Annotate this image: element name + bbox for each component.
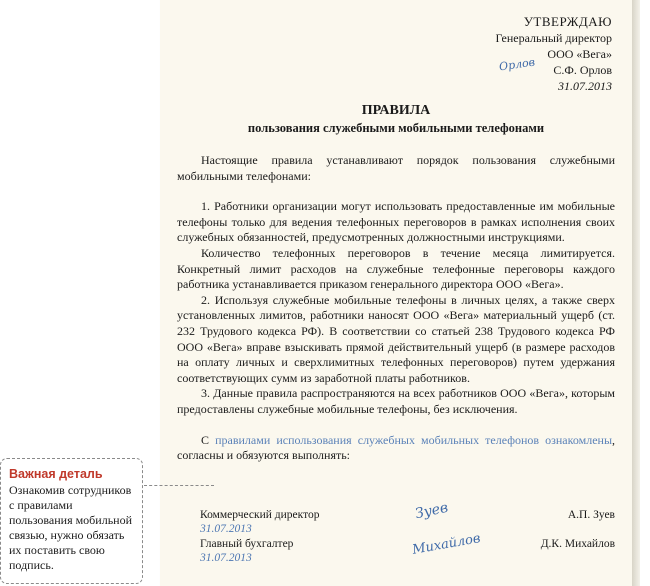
signer-role: Главный бухгалтер bbox=[200, 538, 294, 550]
callout-note bbox=[0, 458, 143, 584]
ack-prefix: С bbox=[201, 432, 210, 447]
rule-item-1: 1. Работники организации могут использовать предоставленные им мобильные телефоны только для ведения телефонных переговоров в рамках исполнения своих служебных обязанностей, предусмотренных должностными инструкциями. bbox=[177, 199, 615, 245]
signer-date: 31.07.2013 bbox=[200, 552, 252, 564]
note-title: Важная деталь bbox=[9, 467, 103, 481]
signer-role: Коммерческий директор bbox=[200, 509, 320, 521]
approval-stamp: УТВЕРЖДАЮ bbox=[523, 14, 612, 29]
signature-row bbox=[200, 508, 615, 537]
page-edge-shadow bbox=[632, 0, 640, 586]
callout-connector bbox=[144, 485, 214, 486]
signer-date: 31.07.2013 bbox=[200, 523, 252, 535]
approval-date: 31.07.2013 bbox=[558, 79, 612, 93]
rule-item-2: 2. Используя служебные мобильные телефоны в личных целях, а также сверх установленных лимитов, работники наносят ООО «Вега» материальный ущерб (ст. 232 Трудового кодекса РФ). В соответствии со статьей 238 Трудового кодекса РФ ООО «Вега» вправе взыскивать прямой действительный ущерб (в размере расходов на оплату личных и сверхлимитных телефонных переговоров) путем удержания соответствующих сумм из заработной платы работников. bbox=[177, 292, 615, 385]
rule-item-3: 3. Данные правила распространяются на всех работников ООО «Вега», которым предоставлены служебные мобильные телефоны, без исключения. bbox=[177, 386, 615, 416]
document-page bbox=[160, 0, 632, 586]
ack-suffix: , согласны и обязуются выполнять: bbox=[177, 432, 616, 463]
approval-name: С.Ф. Орлов bbox=[553, 63, 612, 77]
mikhailov-signature: Михайлов bbox=[411, 531, 482, 558]
approval-position: Генеральный директор bbox=[495, 31, 612, 45]
note-text: Ознакомив сотрудников с правилами пользования мобильной связью, нужно обязать их поставить свою подпись. bbox=[9, 483, 133, 572]
zuev-signature: Зуев bbox=[413, 499, 450, 523]
limit-paragraph: Количество телефонных переговоров в течение месяца лимитируется. Конкретный лимит расходов на служебные телефонные переговоры каждого работника устанавливается приказом генерального директора ООО «Вега». bbox=[177, 245, 615, 292]
signature-table bbox=[200, 508, 615, 566]
approval-block bbox=[495, 14, 612, 94]
director-signature: Орлов bbox=[498, 55, 536, 74]
document-body bbox=[177, 153, 615, 464]
intro-paragraph: Настоящие правила устанавливают порядок пользования служебными мобильными телефонами: bbox=[177, 153, 615, 183]
signer-name: А.П. Зуев bbox=[567, 509, 615, 521]
approval-company: ООО «Вега» bbox=[547, 47, 612, 61]
document-subtitle: пользования служебными мобильными телефонами bbox=[247, 121, 545, 135]
signature-row bbox=[200, 537, 615, 566]
document-title: ПРАВИЛА bbox=[361, 103, 431, 118]
ack-highlight: правилами использования служебных мобильных телефонов ознакомлены bbox=[215, 432, 613, 447]
acknowledgement-paragraph bbox=[177, 433, 615, 464]
signer-name: Д.К. Михайлов bbox=[540, 538, 615, 550]
